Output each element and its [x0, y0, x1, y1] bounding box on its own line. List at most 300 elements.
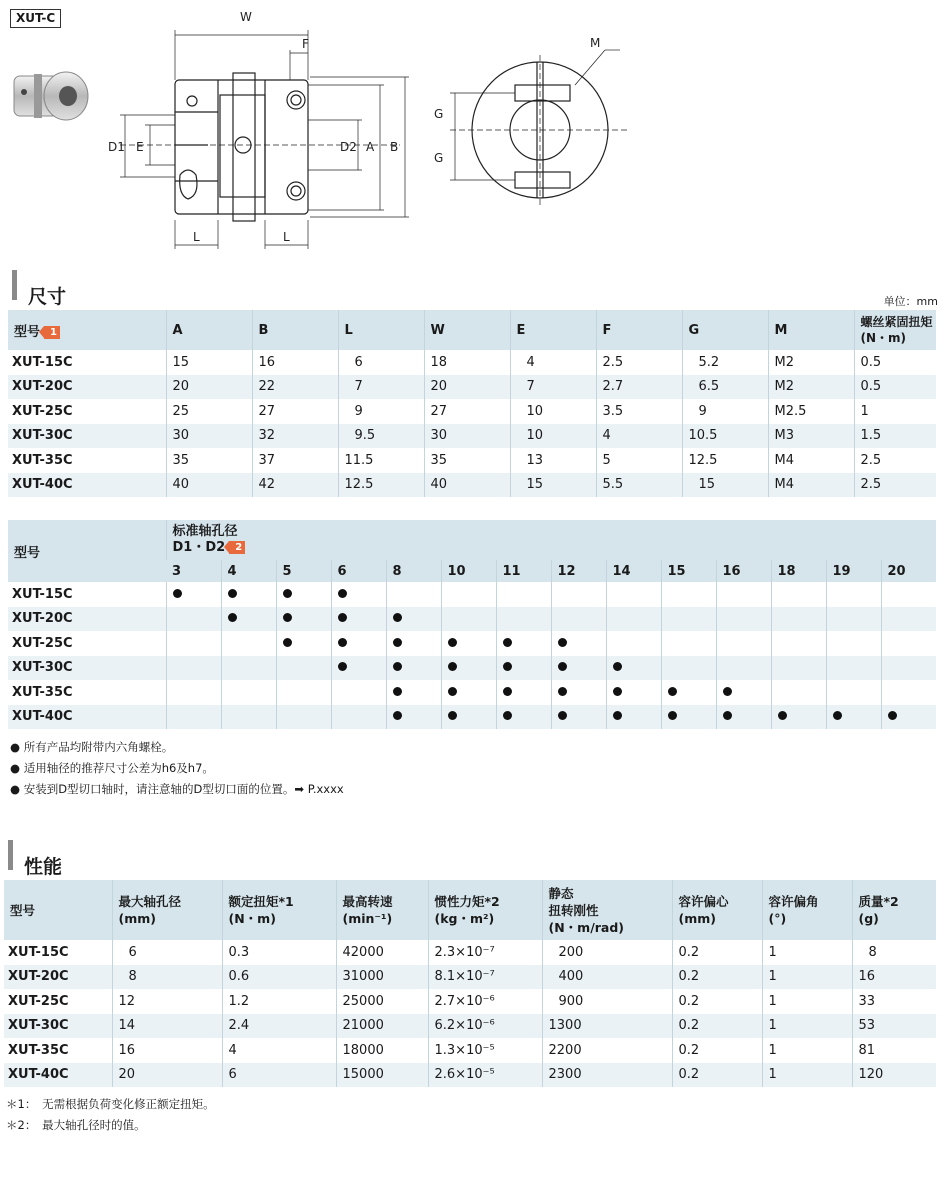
cell-model: XUT-15C: [4, 940, 112, 965]
cell-bore-availability: [771, 607, 826, 632]
cell-model: XUT-40C: [8, 705, 166, 730]
cell-bore-availability: [551, 631, 606, 656]
bore-size-header: 16: [716, 560, 771, 582]
cell-bore-availability: [441, 607, 496, 632]
cell-model: XUT-30C: [8, 424, 166, 449]
cell-bore-availability: [826, 607, 881, 632]
cell-bore-availability: [386, 582, 441, 607]
section-title-dimensions: 尺寸: [28, 286, 67, 308]
cell-bore-availability: [331, 656, 386, 681]
col-header-l: L: [338, 310, 424, 350]
table-row: [8, 680, 936, 705]
cell-w: 18: [424, 350, 510, 375]
cell-bore-availability: [606, 656, 661, 681]
available-dot-icon: [503, 638, 512, 647]
cell-moment-of-inertia: 6.2×10⁻⁶: [428, 1014, 542, 1039]
table-row: [4, 965, 936, 990]
available-dot-icon: [228, 589, 237, 598]
dim-label-e: E: [136, 140, 144, 154]
cell-moment-of-inertia: 8.1×10⁻⁷: [428, 965, 542, 990]
available-dot-icon: [393, 687, 402, 696]
cell-a: 35: [166, 448, 252, 473]
cell-model: XUT-20C: [8, 375, 166, 400]
bore-size-header: 20: [881, 560, 936, 582]
dim-label-l-left: L: [193, 230, 200, 244]
cell-bore-availability: [166, 680, 221, 705]
cell-model: XUT-20C: [8, 607, 166, 632]
cell-model: XUT-40C: [4, 1063, 112, 1088]
available-dot-icon: [558, 638, 567, 647]
col-header-b: B: [252, 310, 338, 350]
available-dot-icon: [503, 687, 512, 696]
cell-m: M4: [768, 473, 854, 498]
cell-rated-torque: 1.2: [222, 989, 336, 1014]
col-header-bore-group: 标准轴孔径 D1・D2 2: [166, 520, 936, 560]
cell-model: XUT-30C: [8, 656, 166, 681]
cell-w: 27: [424, 399, 510, 424]
cell-model: XUT-25C: [8, 631, 166, 656]
available-dot-icon: [558, 662, 567, 671]
cell-bore-availability: [826, 631, 881, 656]
cell-mass: 8: [852, 940, 936, 965]
cell-bore-availability: [441, 582, 496, 607]
cell-bore-availability: [496, 582, 551, 607]
table-row: [8, 375, 936, 400]
coupling-product-icon: [10, 62, 92, 128]
cell-bore-availability: [221, 705, 276, 730]
col-header-m: M: [768, 310, 854, 350]
footnote-1: ＊1： 无需根据负荷变化修正额定扭矩。: [6, 1097, 215, 1111]
cell-e: 13: [510, 448, 596, 473]
cell-bore-availability: [716, 631, 771, 656]
cell-m: M2: [768, 350, 854, 375]
cell-bore-availability: [331, 680, 386, 705]
table-row: [8, 448, 936, 473]
cell-l: 7: [338, 375, 424, 400]
note-item: ● 所有产品均附带内六角螺栓。: [10, 740, 174, 754]
cell-bore-availability: [496, 656, 551, 681]
cell-torsional-stiffness: 400: [542, 965, 672, 990]
cell-bore-availability: [826, 656, 881, 681]
cell-model: XUT-25C: [8, 399, 166, 424]
table-row: [8, 473, 936, 498]
cell-l: 12.5: [338, 473, 424, 498]
table-row: [8, 607, 936, 632]
table-row: [8, 399, 936, 424]
dim-label-w: W: [240, 10, 252, 24]
cell-bore-availability: [716, 656, 771, 681]
performance-table: [4, 880, 936, 1087]
cell-max-bore: 16: [112, 1038, 222, 1063]
cell-model: XUT-15C: [8, 350, 166, 375]
cell-g: 9: [682, 399, 768, 424]
available-dot-icon: [448, 662, 457, 671]
cell-allowable-angle: 1: [762, 989, 852, 1014]
cell-bore-availability: [716, 607, 771, 632]
model-series-badge: XUT-C: [10, 9, 61, 28]
footnote-2: ＊2： 最大轴孔径时的值。: [6, 1118, 146, 1132]
cell-rated-torque: 6: [222, 1063, 336, 1088]
cell-bore-availability: [661, 631, 716, 656]
cell-g: 6.5: [682, 375, 768, 400]
table-row: [4, 1063, 936, 1088]
cell-allowable-offset: 0.2: [672, 989, 762, 1014]
dim-label-f: F: [302, 37, 309, 51]
cell-b: 27: [252, 399, 338, 424]
col-header-screw-torque: 螺丝紧固扭矩 (N・m): [854, 310, 936, 350]
cell-model: XUT-35C: [8, 448, 166, 473]
cell-bore-availability: [166, 607, 221, 632]
cell-bore-availability: [386, 631, 441, 656]
dim-label-l-right: L: [283, 230, 290, 244]
cell-max-speed: 21000: [336, 1014, 428, 1039]
cell-bore-availability: [221, 680, 276, 705]
available-dot-icon: [393, 662, 402, 671]
section-bar-dimensions: [12, 270, 17, 300]
available-dot-icon: [448, 638, 457, 647]
cell-bore-availability: [551, 607, 606, 632]
note-item: ● 安装到D型切口轴时，请注意轴的D型切口面的位置。➡ P.xxxx: [10, 782, 344, 796]
cell-bore-availability: [606, 631, 661, 656]
cell-allowable-offset: 0.2: [672, 965, 762, 990]
section-bar-performance: [8, 840, 13, 870]
cell-model: XUT-25C: [4, 989, 112, 1014]
cell-max-bore: 20: [112, 1063, 222, 1088]
cell-a: 40: [166, 473, 252, 498]
bore-size-header: 15: [661, 560, 716, 582]
cell-bore-availability: [771, 656, 826, 681]
cell-a: 25: [166, 399, 252, 424]
cell-bore-availability: [881, 680, 936, 705]
cell-bore-availability: [331, 705, 386, 730]
dimensions-table: [8, 310, 936, 497]
cell-bore-availability: [551, 656, 606, 681]
cell-torsional-stiffness: 2300: [542, 1063, 672, 1088]
note-tag-1: 1: [44, 326, 60, 339]
col-header-moment-of-inertia: 惯性力矩*2 (kg・m²): [428, 880, 542, 940]
available-dot-icon: [173, 589, 182, 598]
cell-bore-availability: [166, 582, 221, 607]
cell-w: 35: [424, 448, 510, 473]
cell-bore-availability: [661, 680, 716, 705]
cell-bore-availability: [276, 631, 331, 656]
cell-w: 30: [424, 424, 510, 449]
available-dot-icon: [558, 711, 567, 720]
dim-label-d1: D1: [108, 140, 125, 154]
available-dot-icon: [338, 638, 347, 647]
cell-bore-availability: [881, 656, 936, 681]
cell-bore-availability: [441, 705, 496, 730]
bore-size-header: 5: [276, 560, 331, 582]
cell-bore-availability: [881, 607, 936, 632]
cell-bore-availability: [166, 631, 221, 656]
cell-bore-availability: [606, 582, 661, 607]
available-dot-icon: [448, 687, 457, 696]
cell-bore-availability: [221, 631, 276, 656]
cell-bore-availability: [496, 631, 551, 656]
cell-moment-of-inertia: 1.3×10⁻⁵: [428, 1038, 542, 1063]
cell-allowable-angle: 1: [762, 1014, 852, 1039]
cell-bore-availability: [386, 607, 441, 632]
cell-bore-availability: [496, 705, 551, 730]
available-dot-icon: [668, 711, 677, 720]
cell-screw-torque: 1: [854, 399, 936, 424]
cell-screw-torque: 0.5: [854, 350, 936, 375]
cell-allowable-angle: 1: [762, 1063, 852, 1088]
bore-size-header: 8: [386, 560, 441, 582]
available-dot-icon: [393, 711, 402, 720]
cell-bore-availability: [331, 631, 386, 656]
cell-bore-availability: [166, 656, 221, 681]
cell-g: 15: [682, 473, 768, 498]
cell-f: 3.5: [596, 399, 682, 424]
cell-w: 20: [424, 375, 510, 400]
cell-b: 37: [252, 448, 338, 473]
col-header-max-speed: 最高转速 (min⁻¹): [336, 880, 428, 940]
cell-max-speed: 42000: [336, 940, 428, 965]
col-header-model: 型号: [10, 902, 36, 918]
cell-moment-of-inertia: 2.3×10⁻⁷: [428, 940, 542, 965]
col-header-allowable-offset: 容许偏心 (mm): [672, 880, 762, 940]
available-dot-icon: [283, 638, 292, 647]
col-header-max-bore: 最大轴孔径 (mm): [112, 880, 222, 940]
cell-bore-availability: [771, 680, 826, 705]
table-row: [8, 350, 936, 375]
col-header-a: A: [166, 310, 252, 350]
cell-b: 42: [252, 473, 338, 498]
cell-g: 12.5: [682, 448, 768, 473]
cell-m: M2: [768, 375, 854, 400]
available-dot-icon: [778, 711, 787, 720]
cell-bore-availability: [276, 680, 331, 705]
cell-bore-availability: [771, 705, 826, 730]
cell-screw-torque: 1.5: [854, 424, 936, 449]
cell-bore-availability: [606, 607, 661, 632]
available-dot-icon: [338, 662, 347, 671]
cell-torsional-stiffness: 1300: [542, 1014, 672, 1039]
cell-bore-availability: [881, 705, 936, 730]
table-row: [8, 424, 936, 449]
bore-size-header: 18: [771, 560, 826, 582]
cell-l: 9.5: [338, 424, 424, 449]
cell-allowable-angle: 1: [762, 940, 852, 965]
cell-allowable-offset: 0.2: [672, 1063, 762, 1088]
cell-bore-availability: [716, 582, 771, 607]
cell-bore-availability: [716, 680, 771, 705]
cell-e: 15: [510, 473, 596, 498]
available-dot-icon: [503, 711, 512, 720]
cell-bore-availability: [166, 705, 221, 730]
table-row: [8, 656, 936, 681]
cell-m: M4: [768, 448, 854, 473]
bore-size-header: 10: [441, 560, 496, 582]
dim-label-g-bottom: G: [434, 151, 444, 165]
col-header-w: W: [424, 310, 510, 350]
available-dot-icon: [228, 613, 237, 622]
cell-bore-availability: [331, 607, 386, 632]
cell-bore-availability: [221, 582, 276, 607]
cell-rated-torque: 0.6: [222, 965, 336, 990]
cell-screw-torque: 2.5: [854, 448, 936, 473]
cell-bore-availability: [716, 705, 771, 730]
cell-mass: 33: [852, 989, 936, 1014]
available-dot-icon: [723, 687, 732, 696]
dim-label-g-top: G: [434, 107, 444, 121]
dim-label-d2: D2: [340, 140, 357, 154]
note-item: ● 适用轴径的推荐尺寸公差为h6及h7。: [10, 761, 214, 775]
cell-bore-availability: [771, 582, 826, 607]
cell-max-speed: 31000: [336, 965, 428, 990]
cell-model: XUT-35C: [8, 680, 166, 705]
cell-bore-availability: [276, 582, 331, 607]
cell-bore-availability: [826, 705, 881, 730]
cell-bore-availability: [826, 582, 881, 607]
cell-bore-availability: [661, 582, 716, 607]
bore-size-header: 6: [331, 560, 386, 582]
cell-allowable-angle: 1: [762, 1038, 852, 1063]
cell-bore-availability: [221, 607, 276, 632]
cell-bore-availability: [881, 582, 936, 607]
cell-moment-of-inertia: 2.6×10⁻⁵: [428, 1063, 542, 1088]
cell-bore-availability: [276, 705, 331, 730]
side-view-drawing: [430, 30, 640, 215]
bore-sizes-table: [8, 520, 936, 729]
available-dot-icon: [613, 711, 622, 720]
cell-bore-availability: [606, 705, 661, 730]
cell-model: XUT-15C: [8, 582, 166, 607]
cell-g: 10.5: [682, 424, 768, 449]
available-dot-icon: [613, 662, 622, 671]
footnotes: [6, 1094, 215, 1136]
cell-max-bore: 6: [112, 940, 222, 965]
note-tag-2: 2: [229, 541, 245, 554]
cell-max-bore: 12: [112, 989, 222, 1014]
cell-f: 2.5: [596, 350, 682, 375]
table-row: [4, 1038, 936, 1063]
cell-torsional-stiffness: 2200: [542, 1038, 672, 1063]
cell-torsional-stiffness: 200: [542, 940, 672, 965]
cell-allowable-offset: 0.2: [672, 940, 762, 965]
bore-size-header: 14: [606, 560, 661, 582]
cell-bore-availability: [551, 582, 606, 607]
bore-size-header: 19: [826, 560, 881, 582]
cell-f: 5.5: [596, 473, 682, 498]
cell-b: 32: [252, 424, 338, 449]
cell-bore-availability: [441, 656, 496, 681]
cell-mass: 120: [852, 1063, 936, 1088]
col-header-model: 型号: [14, 545, 41, 561]
cell-bore-availability: [661, 656, 716, 681]
available-dot-icon: [888, 711, 897, 720]
col-header-torsional-stiffness: 静态 扭转刚性 (N・m/rad): [542, 880, 672, 940]
dim-label-b: B: [390, 140, 399, 154]
table-row: [4, 989, 936, 1014]
cell-a: 15: [166, 350, 252, 375]
cell-torsional-stiffness: 900: [542, 989, 672, 1014]
cell-model: XUT-20C: [4, 965, 112, 990]
cell-rated-torque: 4: [222, 1038, 336, 1063]
unit-note: 单位：mm: [883, 295, 938, 308]
cell-f: 5: [596, 448, 682, 473]
cell-bore-availability: [551, 705, 606, 730]
cell-bore-availability: [441, 680, 496, 705]
cell-bore-availability: [771, 631, 826, 656]
available-dot-icon: [338, 613, 347, 622]
table-row: [8, 705, 936, 730]
available-dot-icon: [833, 711, 842, 720]
cell-bore-availability: [826, 680, 881, 705]
cell-a: 30: [166, 424, 252, 449]
cell-bore-availability: [496, 680, 551, 705]
cell-model: XUT-30C: [4, 1014, 112, 1039]
available-dot-icon: [393, 638, 402, 647]
cell-screw-torque: 0.5: [854, 375, 936, 400]
col-header-mass: 质量*2 (g): [852, 880, 936, 940]
cell-l: 6: [338, 350, 424, 375]
cell-g: 5.2: [682, 350, 768, 375]
cell-max-bore: 14: [112, 1014, 222, 1039]
cell-rated-torque: 0.3: [222, 940, 336, 965]
col-header-allowable-angle: 容许偏角 (°): [762, 880, 852, 940]
cell-bore-availability: [276, 607, 331, 632]
cell-bore-availability: [551, 680, 606, 705]
bore-size-header: 3: [172, 563, 182, 579]
cell-a: 20: [166, 375, 252, 400]
cell-b: 16: [252, 350, 338, 375]
col-header-f: F: [596, 310, 682, 350]
cell-m: M2.5: [768, 399, 854, 424]
col-header-model: 型号 1: [8, 310, 166, 350]
cell-bore-availability: [276, 656, 331, 681]
front-view-drawing: [100, 5, 420, 250]
available-dot-icon: [723, 711, 732, 720]
cell-screw-torque: 2.5: [854, 473, 936, 498]
cell-bore-availability: [386, 705, 441, 730]
available-dot-icon: [283, 589, 292, 598]
cell-model: XUT-35C: [4, 1038, 112, 1063]
cell-bore-availability: [881, 631, 936, 656]
cell-e: 10: [510, 424, 596, 449]
cell-e: 4: [510, 350, 596, 375]
available-dot-icon: [393, 613, 402, 622]
dim-label-m: M: [590, 36, 601, 50]
available-dot-icon: [558, 687, 567, 696]
cell-bore-availability: [386, 656, 441, 681]
cell-max-speed: 15000: [336, 1063, 428, 1088]
cell-e: 10: [510, 399, 596, 424]
cell-bore-availability: [661, 607, 716, 632]
cell-bore-availability: [386, 680, 441, 705]
cell-l: 9: [338, 399, 424, 424]
dim-label-a: A: [366, 140, 375, 154]
cell-mass: 16: [852, 965, 936, 990]
cell-rated-torque: 2.4: [222, 1014, 336, 1039]
cell-model: XUT-40C: [8, 473, 166, 498]
bore-size-header: 11: [496, 560, 551, 582]
available-dot-icon: [448, 711, 457, 720]
available-dot-icon: [503, 662, 512, 671]
cell-l: 11.5: [338, 448, 424, 473]
cell-bore-availability: [661, 705, 716, 730]
col-header-rated-torque: 额定扭矩*1 (N・m): [222, 880, 336, 940]
cell-f: 4: [596, 424, 682, 449]
cell-w: 40: [424, 473, 510, 498]
available-dot-icon: [283, 613, 292, 622]
cell-mass: 53: [852, 1014, 936, 1039]
available-dot-icon: [668, 687, 677, 696]
cell-allowable-angle: 1: [762, 965, 852, 990]
bore-size-header: 12: [551, 560, 606, 582]
